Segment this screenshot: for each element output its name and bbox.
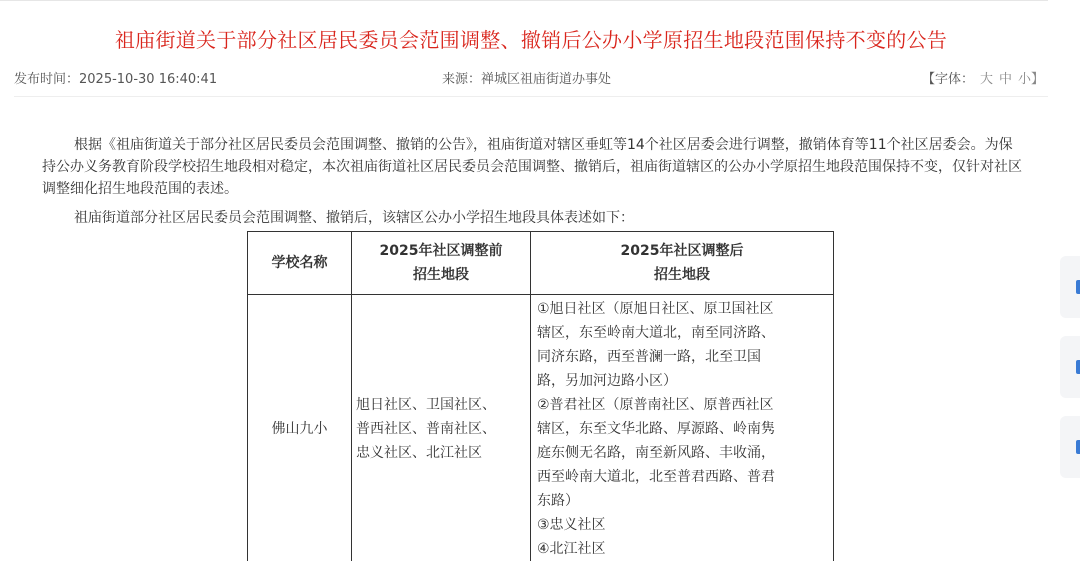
before-zone-cell — [352, 295, 531, 561]
header-after-line1: 2025年社区调整后 — [620, 243, 744, 259]
font-size-control — [922, 68, 1044, 87]
header-before-line2: 招生地段 — [413, 267, 469, 283]
source-name: 禅城区祖庙街道办事处 — [481, 72, 612, 87]
publish-time: 2025-10-30 16:40:41 — [79, 72, 218, 87]
school-name-cell: 佛山九小 — [248, 295, 352, 561]
header-after-line2: 招生地段 — [654, 267, 710, 283]
side-tool-tab-3[interactable] — [1060, 416, 1080, 478]
side-tab-accent — [1076, 360, 1080, 374]
side-tab-accent — [1076, 280, 1080, 294]
after-zone-line: ③忠义社区 — [537, 517, 606, 533]
header-before-line1: 2025年社区调整前 — [379, 243, 503, 259]
paragraph-table-lead: 祖庙街道部分社区居民委员会范围调整、撤销后，该辖区公办小学招生地段具体表述如下： — [74, 210, 634, 226]
font-medium-button[interactable]: 中 — [998, 72, 1012, 87]
source-label: 来源： — [442, 72, 482, 87]
table-row — [248, 295, 834, 561]
after-zone-line: 辖区，东至岭南大道北，南至同济路、 — [537, 325, 775, 341]
article-meta — [14, 68, 1044, 90]
after-zone-line: 同济东路，西至普澜一路，北至卫国 — [537, 349, 761, 365]
after-zone-line: ①旭日社区（原旭日社区、原卫国社区 — [537, 301, 774, 317]
header-after-adjustment — [531, 232, 834, 295]
after-zone-line: 东路） — [537, 493, 579, 509]
before-zone-line: 旭日社区、卫国社区、 — [356, 397, 496, 413]
font-size-label: 【字体： — [921, 72, 974, 87]
after-zone-line: 路，另加河边路小区） — [537, 373, 677, 389]
paragraph-intro: 根据《祖庙街道关于部分社区居民委员会范围调整、撤销的公告》，祖庙街道对辖区垂虹等14个社区居委会进行调整，撤销体育等11个社区居委会。为保持公办义务教育阶段学校招生地段相对稳定，本次祖庙街道社区居民委员会范围调整、撤销后，祖庙街道辖区的公办小学原招生地段范围保持不变，仅针对社区调整细化招生地段范围的表述。 — [42, 137, 1022, 197]
after-zone-line: 辖区，东至文华北路、厚源路、岭南隽 — [537, 421, 775, 437]
font-large-button[interactable]: 大 — [979, 72, 993, 87]
side-tool-tab-2[interactable] — [1060, 336, 1080, 398]
enrollment-zone-table — [247, 231, 834, 561]
meta-divider — [14, 96, 1048, 97]
after-zone-line: 庭东侧无名路，南至新风路、丰收涌， — [537, 445, 775, 461]
after-zone-cell — [531, 295, 834, 561]
after-zone-line: 西至岭南大道北，北至普君西路、普君 — [537, 469, 775, 485]
before-zone-line: 普西社区、普南社区、 — [356, 421, 496, 437]
after-zone-line: ②普君社区（原普南社区、原普西社区 — [537, 397, 774, 413]
after-zone-line: ④北江社区 — [537, 541, 606, 557]
source-info — [442, 68, 611, 87]
header-before-adjustment — [352, 232, 531, 295]
publish-info — [14, 68, 217, 87]
before-zone-line: 忠义社区、北江社区 — [356, 445, 482, 461]
header-school-name: 学校名称 — [248, 232, 352, 295]
article-title: 祖庙街道关于部分社区居民委员会范围调整、撤销后公办小学原招生地段范围保持不变的公告 — [114, 28, 948, 52]
publish-label: 发布时间： — [14, 72, 80, 87]
font-small-button[interactable]: 小】 — [1017, 72, 1044, 87]
side-tool-tab-1[interactable] — [1060, 256, 1080, 318]
side-tab-accent — [1076, 440, 1080, 454]
top-divider — [0, 0, 1048, 1]
table-header-row — [248, 232, 834, 295]
